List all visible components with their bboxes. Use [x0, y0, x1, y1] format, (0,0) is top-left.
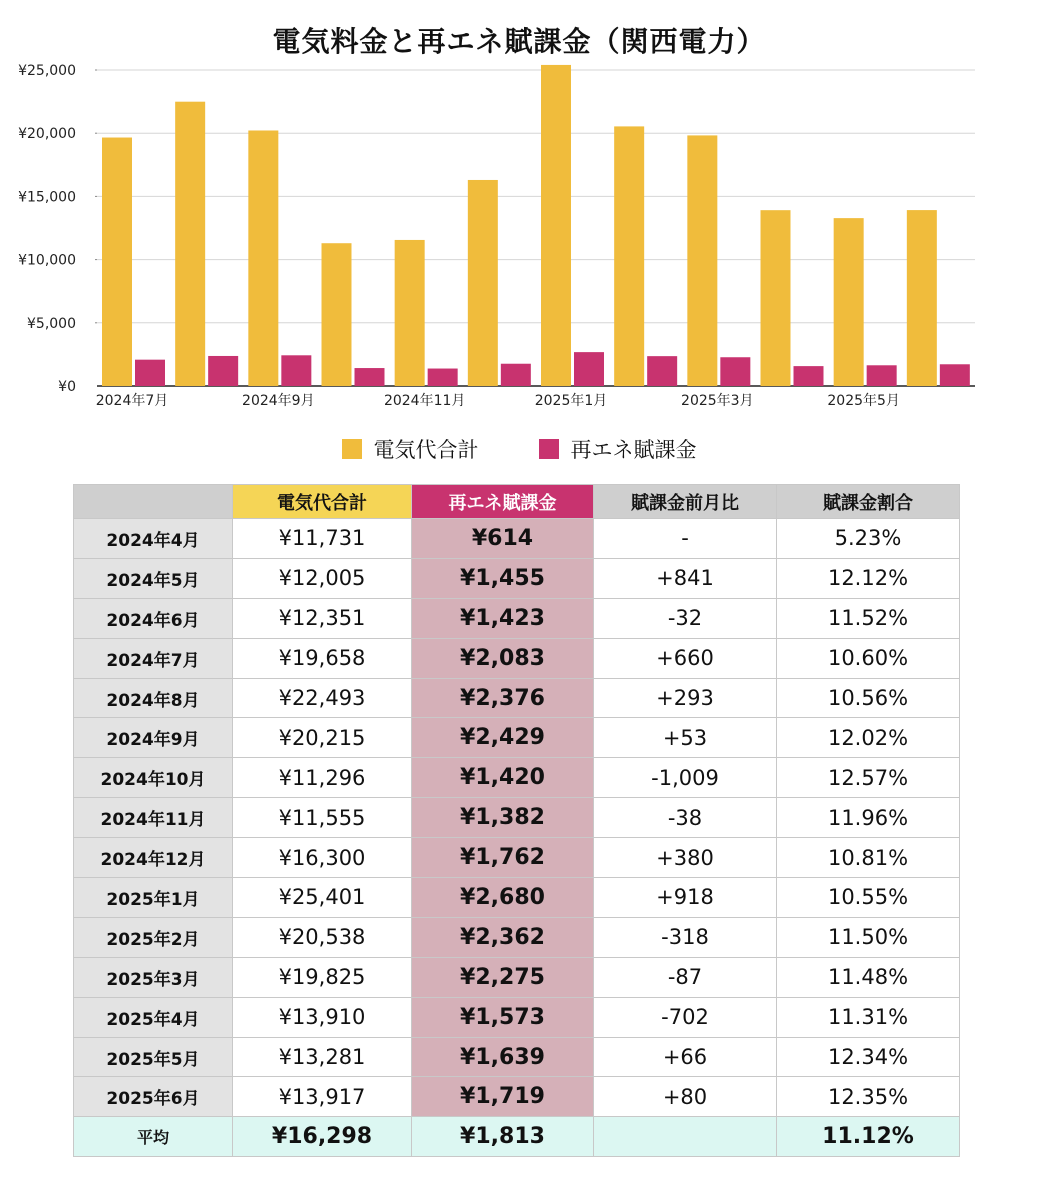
- cell-diff: -32: [594, 598, 777, 638]
- bar-total-8: [687, 135, 717, 386]
- cell-ratio: 11.48%: [777, 957, 960, 997]
- cell-levy: ¥2,275: [412, 957, 594, 997]
- cell-total: ¥22,493: [233, 678, 412, 718]
- bar-total-3: [322, 243, 352, 386]
- x-tick-label: 2025年3月: [681, 393, 754, 409]
- cell-levy: ¥2,376: [412, 678, 594, 718]
- average-cell-diff: [594, 1117, 777, 1157]
- cell-ratio: 10.55%: [777, 878, 960, 918]
- bar-levy-11: [940, 364, 970, 386]
- bar-levy-9: [794, 366, 824, 386]
- legend-label-levy: 再エネ賦課金: [570, 438, 697, 462]
- cell-ratio: 10.60%: [777, 638, 960, 678]
- y-axis-ticks: [18, 63, 76, 395]
- cell-levy: ¥2,680: [412, 878, 594, 918]
- cell-levy: ¥1,762: [412, 838, 594, 878]
- cell-total: ¥13,910: [233, 997, 412, 1037]
- bar-total-4: [395, 240, 425, 386]
- bar-total-10: [834, 218, 864, 386]
- bar-levy-3: [355, 368, 385, 386]
- header-ratio: 賦課金割合: [777, 485, 960, 519]
- bar-levy-6: [574, 352, 604, 386]
- cell-month: 2025年1月: [74, 878, 233, 918]
- bar-levy-1: [208, 356, 238, 386]
- cell-total: ¥11,296: [233, 758, 412, 798]
- cell-month: 2024年6月: [74, 598, 233, 638]
- cell-month: 2024年5月: [74, 558, 233, 598]
- table-header-row: [74, 485, 960, 519]
- cell-levy: ¥2,429: [412, 718, 594, 758]
- cell-diff: +80: [594, 1077, 777, 1117]
- bar-chart: [0, 60, 1038, 420]
- cell-diff: -87: [594, 957, 777, 997]
- cell-month: 2025年5月: [74, 1037, 233, 1077]
- cell-levy: ¥1,420: [412, 758, 594, 798]
- table-row: [74, 638, 960, 678]
- legend: [0, 434, 1038, 464]
- header-total: 電気代合計: [233, 485, 412, 519]
- table-row: [74, 519, 960, 559]
- table-row: [74, 558, 960, 598]
- table-row: [74, 1037, 960, 1077]
- table-row: [74, 798, 960, 838]
- average-cell-levy: ¥1,813: [412, 1117, 594, 1157]
- cell-month: 2025年6月: [74, 1077, 233, 1117]
- average-cell-label: 平均: [74, 1117, 233, 1157]
- legend-swatch-levy: [539, 439, 559, 459]
- cell-total: ¥13,281: [233, 1037, 412, 1077]
- data-table: [73, 484, 960, 1157]
- cell-diff: -1,009: [594, 758, 777, 798]
- bar-levy-4: [428, 369, 458, 386]
- y-tick-label: ¥5,000: [27, 315, 76, 332]
- bar-levy-0: [135, 360, 165, 386]
- cell-ratio: 12.34%: [777, 1037, 960, 1077]
- y-tick-label: ¥15,000: [18, 189, 76, 206]
- table-row: [74, 957, 960, 997]
- bar-total-0: [102, 138, 132, 386]
- cell-total: ¥20,538: [233, 917, 412, 957]
- average-cell-total: ¥16,298: [233, 1117, 412, 1157]
- cell-month: 2024年8月: [74, 678, 233, 718]
- cell-total: ¥11,555: [233, 798, 412, 838]
- cell-levy: ¥2,362: [412, 917, 594, 957]
- cell-levy: ¥1,719: [412, 1077, 594, 1117]
- cell-ratio: 5.23%: [777, 519, 960, 559]
- cell-levy: ¥1,382: [412, 798, 594, 838]
- cell-levy: ¥1,573: [412, 997, 594, 1037]
- bar-levy-5: [501, 364, 531, 386]
- y-tick-label: ¥0: [58, 379, 76, 395]
- cell-ratio: 12.12%: [777, 558, 960, 598]
- bar-levy-10: [867, 365, 897, 386]
- cell-diff: -38: [594, 798, 777, 838]
- cell-month: 2024年11月: [74, 798, 233, 838]
- bars: [102, 65, 970, 386]
- table-row: [74, 997, 960, 1037]
- cell-ratio: 11.52%: [777, 598, 960, 638]
- bar-total-11: [907, 210, 937, 386]
- bar-total-2: [248, 130, 278, 386]
- cell-total: ¥16,300: [233, 838, 412, 878]
- table-row: [74, 718, 960, 758]
- table-row: [74, 598, 960, 638]
- cell-levy: ¥1,639: [412, 1037, 594, 1077]
- table-row: [74, 678, 960, 718]
- average-cell-ratio: 11.12%: [777, 1117, 960, 1157]
- cell-diff: +380: [594, 838, 777, 878]
- table-row: [74, 917, 960, 957]
- cell-month: 2024年12月: [74, 838, 233, 878]
- cell-month: 2024年4月: [74, 519, 233, 559]
- x-tick-label: 2024年7月: [95, 393, 169, 409]
- table-row: [74, 1077, 960, 1117]
- legend-label-total: 電気代合計: [373, 438, 479, 462]
- cell-total: ¥19,658: [233, 638, 412, 678]
- legend-item-levy: [539, 434, 697, 464]
- cell-levy: ¥614: [412, 519, 594, 559]
- bar-total-7: [614, 126, 644, 386]
- cell-month: 2025年2月: [74, 917, 233, 957]
- bar-total-1: [175, 102, 205, 386]
- cell-ratio: 11.96%: [777, 798, 960, 838]
- header-levy: 再エネ賦課金: [412, 485, 594, 519]
- chart-title: 電気料金と再エネ賦課金（関西電力）: [272, 25, 766, 58]
- average-row: [74, 1117, 960, 1157]
- cell-diff: +918: [594, 878, 777, 918]
- cell-total: ¥19,825: [233, 957, 412, 997]
- cell-total: ¥11,731: [233, 519, 412, 559]
- legend-item-total: [342, 434, 479, 464]
- x-tick-label: 2025年5月: [827, 393, 900, 409]
- table-row: [74, 838, 960, 878]
- bar-total-5: [468, 180, 498, 386]
- y-tick-label: ¥25,000: [18, 63, 76, 79]
- y-tick-label: ¥10,000: [18, 252, 76, 269]
- cell-ratio: 12.57%: [777, 758, 960, 798]
- cell-ratio: 11.50%: [777, 917, 960, 957]
- y-tick-label: ¥20,000: [18, 126, 76, 143]
- header-month: [74, 485, 233, 519]
- cell-total: ¥13,917: [233, 1077, 412, 1117]
- x-tick-label: 2024年9月: [242, 393, 315, 409]
- cell-total: ¥12,005: [233, 558, 412, 598]
- bar-total-6: [541, 65, 571, 386]
- x-tick-label: 2025年1月: [534, 393, 608, 409]
- cell-month: 2025年3月: [74, 957, 233, 997]
- cell-ratio: 10.56%: [777, 678, 960, 718]
- cell-ratio: 12.35%: [777, 1077, 960, 1117]
- table-body: [74, 519, 960, 1157]
- cell-levy: ¥2,083: [412, 638, 594, 678]
- cell-ratio: 10.81%: [777, 838, 960, 878]
- bar-levy-8: [720, 357, 750, 386]
- cell-month: 2024年10月: [74, 758, 233, 798]
- cell-diff: +841: [594, 558, 777, 598]
- cell-diff: -318: [594, 917, 777, 957]
- bar-levy-2: [281, 355, 311, 386]
- header-diff: 賦課金前月比: [594, 485, 777, 519]
- cell-diff: -702: [594, 997, 777, 1037]
- cell-total: ¥25,401: [233, 878, 412, 918]
- table-row: [74, 758, 960, 798]
- table-row: [74, 878, 960, 918]
- cell-diff: +293: [594, 678, 777, 718]
- cell-total: ¥20,215: [233, 718, 412, 758]
- cell-diff: +53: [594, 718, 777, 758]
- legend-swatch-total: [342, 439, 362, 459]
- x-tick-label: 2024年11月: [383, 393, 466, 409]
- x-axis-ticks: [96, 392, 900, 409]
- cell-month: 2025年4月: [74, 997, 233, 1037]
- cell-ratio: 11.31%: [777, 997, 960, 1037]
- bar-levy-7: [647, 356, 677, 386]
- cell-diff: -: [594, 519, 777, 559]
- cell-month: 2024年9月: [74, 718, 233, 758]
- cell-diff: +66: [594, 1037, 777, 1077]
- bar-total-9: [761, 210, 791, 386]
- cell-month: 2024年7月: [74, 638, 233, 678]
- cell-total: ¥12,351: [233, 598, 412, 638]
- cell-levy: ¥1,423: [412, 598, 594, 638]
- cell-diff: +660: [594, 638, 777, 678]
- cell-levy: ¥1,455: [412, 558, 594, 598]
- cell-ratio: 12.02%: [777, 718, 960, 758]
